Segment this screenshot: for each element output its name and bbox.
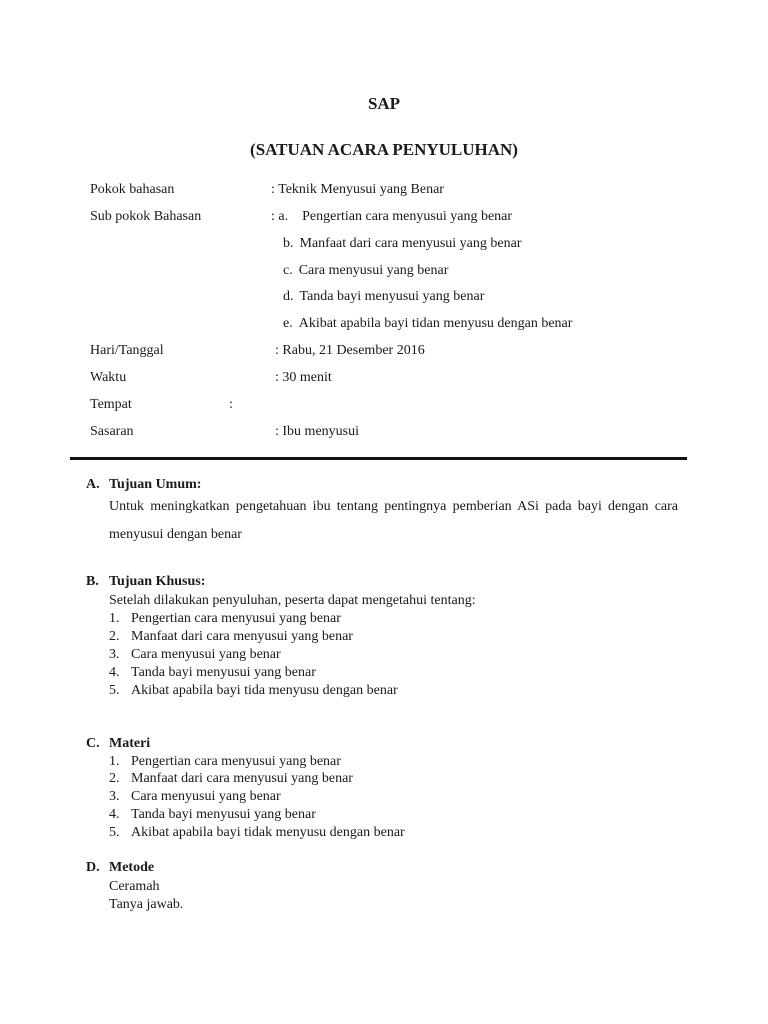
list-number: 3. [109,789,120,804]
list-number: 1. [109,611,120,626]
sub-item-marker: c. [283,263,293,278]
document-title: SAP [367,94,401,113]
list-item-text: Tanda bayi menyusui yang benar [131,665,316,680]
list-item-text: Cara menyusui yang benar [131,647,281,662]
list-item [109,683,120,699]
list-number: 5. [109,683,120,698]
sub-item-marker: e. [283,316,293,331]
section-b-letter: B. [86,574,99,589]
section-b-heading: Tujuan Khusus: [109,574,206,589]
list-item-text: Pengertian cara menyusui yang benar [131,754,341,769]
list-item-text: Akibat apabila bayi tidak menyusu dengan benar [131,825,405,840]
sub-item-text: Cara menyusui yang benar [298,263,449,278]
sub-item-text: Manfaat dari cara menyusui yang benar [299,236,522,251]
sub-item-b [283,236,521,252]
section-a-text: Untuk meningkatkan pengetahuan ibu tentang pentingnya pemberian ASi pada bayi dengan cara menyusui dengan benar [109,499,678,542]
tempat-label: Tempat [90,397,132,412]
sasaran-value: : Ibu menyusui [275,424,359,439]
list-item [109,807,120,823]
list-number: 5. [109,825,120,840]
section-d-letter: D. [86,860,100,875]
sub-item-colon-marker: : a. [271,209,289,224]
sub-label: Sub pokok Bahasan [90,209,202,224]
section-c-letter: C. [86,736,100,751]
list-item-text: Pengertian cara menyusui yang benar [131,611,341,626]
document-subtitle: (SATUAN ACARA PENYULUHAN) [250,140,518,159]
section-d-heading: Metode [109,860,155,875]
list-item-text: Tanya jawab. [109,897,184,912]
section-a-heading: Tujuan Umum: [109,477,202,492]
list-item [109,647,120,663]
sub-item-text: Pengertian cara menyusui yang benar [302,209,513,224]
waktu-value: : 30 menit [275,370,332,385]
list-number: 1. [109,754,120,769]
sub-item-marker: d. [283,289,294,304]
sub-item-text: Tanda bayi menyusui yang benar [299,289,485,304]
list-number: 4. [109,807,120,822]
list-item [109,754,120,770]
sub-item-e [283,316,572,332]
list-number: 4. [109,665,120,680]
tempat-value: : [229,397,233,412]
list-item-text: Ceramah [109,879,160,894]
sub-item-a [271,209,512,225]
list-item [109,771,120,787]
section-a-letter: A. [86,477,100,492]
sub-item-text: Akibat apabila bayi tidan menyusu dengan benar [298,316,573,331]
list-item-text: Akibat apabila bayi tida menyusu dengan benar [131,683,398,698]
list-item [109,825,120,841]
hari-label: Hari/Tanggal [90,343,164,358]
list-item [109,665,120,681]
horizontal-divider [70,457,687,460]
section-c-heading: Materi [109,736,151,751]
list-number: 2. [109,771,120,786]
sub-item-marker: b. [283,236,294,251]
list-number: 2. [109,629,120,644]
list-item-text: Tanda bayi menyusui yang benar [131,807,316,822]
list-item-text: Manfaat dari cara menyusui yang benar [131,771,353,786]
hari-value: : Rabu, 21 Desember 2016 [275,343,425,358]
list-item-text: Manfaat dari cara menyusui yang benar [131,629,353,644]
section-b-intro: Setelah dilakukan penyuluhan, peserta dapat mengetahui tentang: [109,593,476,608]
pokok-value: : Teknik Menyusui yang Benar [271,182,444,197]
list-item [109,629,120,645]
waktu-label: Waktu [90,370,127,385]
sub-item-c [283,263,448,279]
list-item [109,611,120,627]
list-number: 3. [109,647,120,662]
list-item-text: Cara menyusui yang benar [131,789,281,804]
sub-item-d [283,289,484,305]
sasaran-label: Sasaran [90,424,134,439]
pokok-label: Pokok bahasan [90,182,175,197]
list-item [109,789,120,805]
